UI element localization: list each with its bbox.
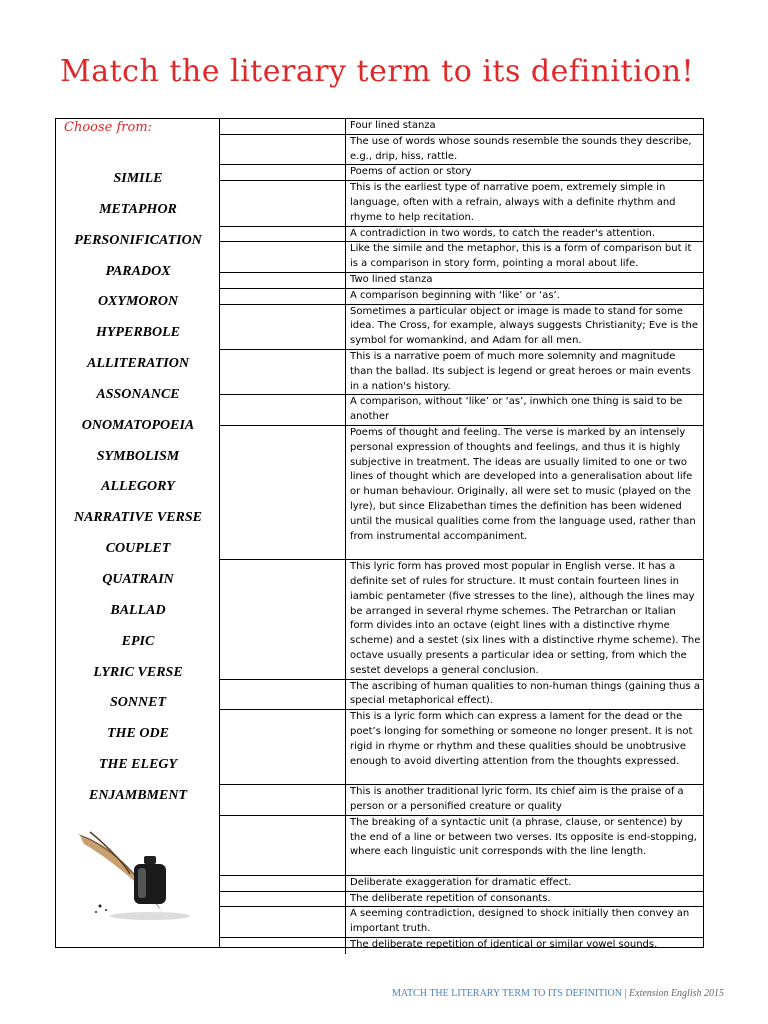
answer-blank-cell[interactable] [220, 680, 346, 710]
footer-title: MATCH THE LITERARY TERM TO ITS DEFINITION [392, 988, 622, 999]
term-item: THE ELEGY [98, 757, 178, 773]
term-item: NARRATIVE VERSE [73, 510, 202, 526]
term-item: LYRIC VERSE [93, 664, 183, 680]
definition-row [220, 560, 704, 679]
definition-text: Like the simile and the metaphor, this is a form of comparison but it is a comparison in story form, pointing a moral about life. [350, 243, 692, 270]
term-item: SONNET [109, 695, 166, 711]
answer-blank-cell[interactable] [220, 181, 346, 225]
answer-blank-cell[interactable] [220, 426, 346, 559]
definition-text: A comparison, without ‘like’ or ‘as’, inwhich one thing is said to be another [350, 396, 683, 423]
definition-row [220, 350, 704, 395]
term-item: OXYMORON [97, 294, 179, 310]
term-item: PERSONIFICATION [74, 232, 202, 248]
answer-blank-cell[interactable] [220, 816, 346, 875]
definition-row [220, 785, 704, 816]
answer-blank-cell[interactable] [220, 892, 346, 907]
term-item: COUPLET [105, 541, 171, 557]
definition-text: This is a lyric form which can express a lament for the dead or the poet’s longing for something or someone no longer present. It is not rigid in rhyme or rhythm and these qualities should be unobtrusive enough to avoid diverting attention from the thoughts expressed. [350, 711, 693, 767]
definition-row [220, 876, 704, 892]
term-item: PARADOX [105, 263, 171, 279]
definition-text: Poems of action or story [350, 166, 472, 178]
definition-row [220, 273, 704, 289]
definition-text: Two lined stanza [350, 273, 433, 285]
definition-row [220, 119, 704, 135]
definition-row [220, 680, 704, 711]
term-list-column [56, 119, 220, 947]
definition-row [220, 165, 704, 181]
definition-row [220, 135, 704, 166]
term-item: QUATRAIN [102, 571, 174, 587]
answer-blank-cell[interactable] [220, 289, 346, 304]
definition-text: A contradiction in two words, to catch the reader's attention. [350, 227, 656, 239]
definition-text: Deliberate exaggeration for dramatic effect. [350, 876, 572, 888]
answer-blank-cell[interactable] [220, 710, 346, 784]
term-item: HYPERBOLE [95, 325, 180, 341]
definition-text: The breaking of a syntactic unit (a phrase, clause, or sentence) by the end of a line or between two verses. Its opposite is end-stopping, where each linguistic unit corresponds with the line length. [350, 816, 697, 858]
definition-row [220, 816, 704, 876]
definition-row [220, 227, 704, 243]
definition-row [220, 242, 704, 273]
answer-blank-cell[interactable] [220, 135, 346, 165]
definition-row [220, 289, 704, 305]
term-item: METAPHOR [99, 201, 177, 217]
choose-from-label: Choose from: [64, 120, 153, 135]
quill-and-inkwell-icon [70, 824, 210, 924]
answer-blank-cell[interactable] [220, 938, 346, 954]
term-item: ALLITERATION [87, 356, 189, 372]
answer-blank-cell[interactable] [220, 227, 346, 242]
definition-row [220, 426, 704, 560]
definition-text: The deliberate repetition of consonants. [350, 892, 551, 904]
term-item: ASSONANCE [96, 386, 180, 402]
definition-text: Four lined stanza [350, 120, 436, 131]
term-item: SIMILE [113, 171, 163, 186]
answer-blank-cell[interactable] [220, 273, 346, 288]
definition-row [220, 395, 704, 426]
definition-text: Sometimes a particular object or image is made to stand for some idea. The Cross, for example, always suggests Christianity; Eve is the symbol for womankind, and Adam for all men. [350, 305, 698, 347]
definition-text: The ascribing of human qualities to non-human things (gaining thus a special metaphorical effect). [350, 680, 701, 707]
term-item: SYMBOLISM [96, 448, 180, 464]
definition-row [220, 892, 704, 908]
definition-row [220, 710, 704, 785]
term-item: EPIC [121, 633, 155, 649]
definition-text: The use of words whose sounds resemble the sounds they describe, e.g., drip, hiss, rattle. [350, 135, 692, 162]
answer-blank-cell[interactable] [220, 907, 346, 937]
term-item: THE ODE [107, 726, 169, 742]
answer-blank-cell[interactable] [220, 785, 346, 815]
definition-text: A seeming contradiction, designed to shock initially then convey an important truth. [350, 908, 690, 935]
answer-blank-cell[interactable] [220, 350, 346, 394]
footer-course: Extension English 2015 [629, 988, 725, 999]
footer-separator: | [624, 988, 627, 999]
definition-row [220, 305, 704, 350]
answer-blank-cell[interactable] [220, 119, 346, 134]
term-list [56, 169, 220, 817]
page-title: Match the literary term to its definition! [60, 54, 695, 89]
definition-row [220, 181, 704, 226]
matching-table [55, 118, 704, 951]
answer-blank-cell[interactable] [220, 876, 346, 891]
definition-text: This lyric form has proved most popular in English verse. It has a definite set of rules for structure. It must contain fourteen lines in iambic pentameter (five stresses to the line), although the lines may be arranged in several rhyme schemes. The Petrarchan or Italian form divides into an octave (eight lines with a distinctive rhyme scheme) and a sestet (six lines with a distinctive rhyme scheme). The octave usually presents a particular idea or setting, from which the sestet develops a general conclusion. [350, 561, 701, 676]
definition-text: Poems of thought and feeling. The verse is marked by an intensely personal expression of thoughts and feelings, and thus it is highly subjective in treatment. The ideas are usually limited to one or two lines of thought which are developed into a generalisation about life or human behaviour. Originally, all were set to music (played on the lyre), but since Elizabethan times the definition has been widened until the musical qualities come from the language used, rather than from instrumental accompaniment. [350, 426, 696, 542]
definition-text: This is another traditional lyric form. Its chief aim is the praise of a person or a personified creature or quality [350, 786, 684, 812]
answer-blank-cell[interactable] [220, 242, 346, 272]
term-item: ALLEGORY [101, 479, 175, 495]
definition-row [220, 938, 704, 954]
definition-grid [220, 119, 704, 954]
definition-text: This is a narrative poem of much more solemnity and magnitude than the ballad. Its subject is legend or great heroes or main events in a nation's history. [350, 350, 691, 392]
definition-text: The deliberate repetition of identical or similar vowel sounds. [350, 939, 658, 951]
definition-text: This is the earliest type of narrative poem, extremely simple in language, often with a refrain, always with a definite rhythm and rhyme to help recitation. [350, 182, 676, 223]
definition-text: A comparison beginning with ‘like’ or ‘as’. [350, 289, 560, 301]
answer-blank-cell[interactable] [220, 395, 346, 425]
term-item: ENJAMBMENT [88, 787, 188, 803]
answer-blank-cell[interactable] [220, 560, 346, 678]
definition-row [220, 907, 704, 938]
answer-blank-cell[interactable] [220, 305, 346, 349]
term-item: BALLAD [110, 602, 166, 618]
answer-blank-cell[interactable] [220, 165, 346, 180]
page-footer [392, 988, 724, 999]
term-item: ONOMATOPOEIA [81, 417, 195, 433]
